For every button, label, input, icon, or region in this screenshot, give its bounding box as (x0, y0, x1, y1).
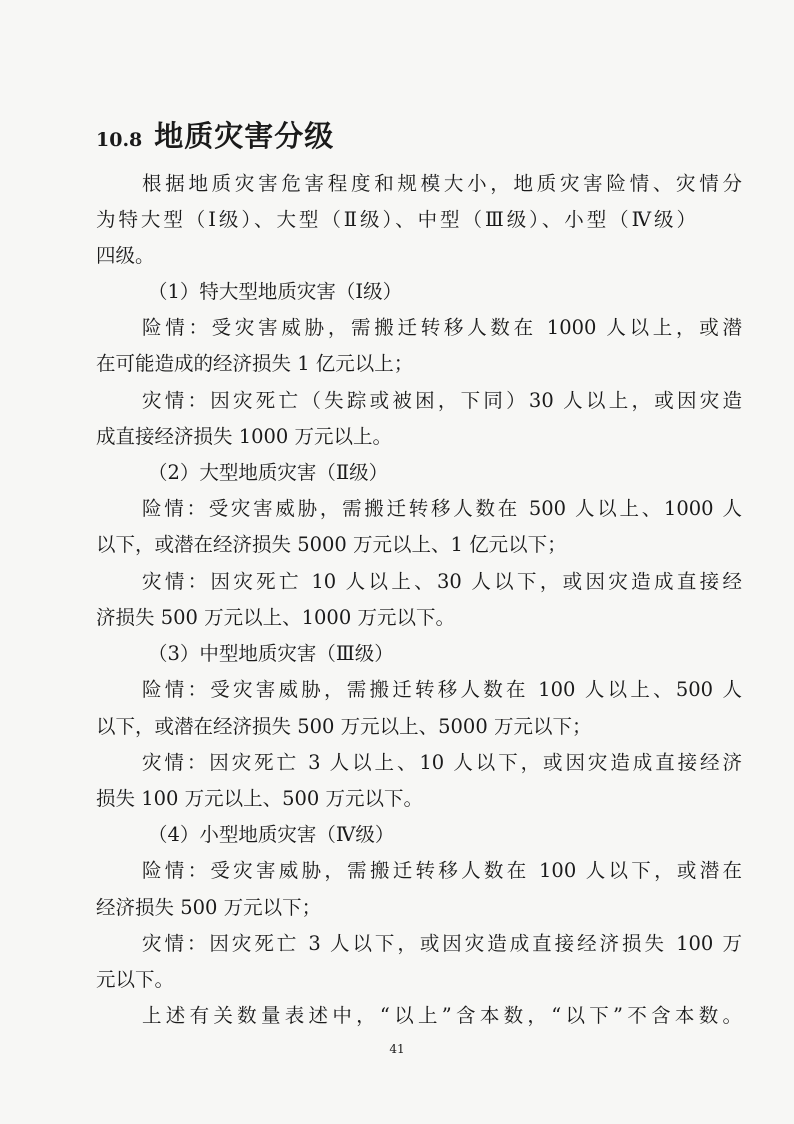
page-number: 41 (389, 1042, 405, 1056)
paragraph-line: 灾情：因灾死亡 3 人以下，或因灾造成直接经济损失 100 万 (142, 932, 742, 955)
paragraph-line: 济损失 500 万元以上、1000 万元以下。 (96, 606, 455, 629)
section-heading (96, 114, 334, 154)
subheading: （3）中型地质灾害（Ⅲ级） (148, 642, 394, 665)
paragraph-line: 经济损失 500 万元以下； (96, 896, 322, 919)
paragraph-line: 险情：受灾害威胁，需搬迁转移人数在 100 人以下，或潜在 (142, 859, 742, 882)
paragraph-line: 上述有关数量表述中，“以上”含本数，“以下”不含本数。 (142, 1004, 742, 1027)
paragraph-line: 四级。 (96, 244, 155, 267)
subheading: （1）特大型地质灾害（Ⅰ级） (148, 280, 403, 303)
subheading: （2）大型地质灾害（Ⅱ级） (148, 461, 389, 484)
paragraph-line: 在可能造成的经济损失 1 亿元以上； (96, 352, 414, 375)
paragraph-line: 根据地质灾害危害程度和规模大小，地质灾害险情、灾情分 (142, 172, 742, 195)
paragraph-line: 以下，或潜在经济损失 500 万元以上、5000 万元以下； (96, 715, 592, 738)
paragraph-line: 损失 100 万元以上、500 万元以下。 (96, 787, 424, 810)
paragraph-line: 灾情：因灾死亡 3 人以上、10 人以下，或因灾造成直接经济 (142, 751, 742, 774)
paragraph-line: 成直接经济损失 1000 万元以上。 (96, 425, 393, 448)
paragraph-line: 灾情：因灾死亡 10 人以上、30 人以下，或因灾造成直接经 (142, 570, 742, 593)
paragraph-line: 险情：受灾害威胁，需搬迁转移人数在 500 人以上、1000 人 (142, 497, 742, 520)
subheading: （4）小型地质灾害（Ⅳ级） (148, 823, 395, 846)
paragraph-line: 以下，或潜在经济损失 5000 万元以上、1 亿元以下； (96, 533, 567, 556)
paragraph-line: 灾情：因灾死亡（失踪或被困，下同）30 人以上，或因灾造 (142, 389, 742, 412)
section-number: 10.8 (96, 129, 143, 151)
paragraph-line: 为特大型（Ⅰ级）、大型（Ⅱ级）、中型（Ⅲ级）、小型（Ⅳ级） (96, 208, 696, 231)
paragraph-line: 险情：受灾害威胁，需搬迁转移人数在 1000 人以上，或潜 (142, 316, 742, 339)
section-title: 地质灾害分级 (154, 119, 335, 153)
paragraph-line: 元以下。 (96, 968, 175, 991)
paragraph-line: 险情：受灾害威胁，需搬迁转移人数在 100 人以上、500 人 (142, 678, 742, 701)
